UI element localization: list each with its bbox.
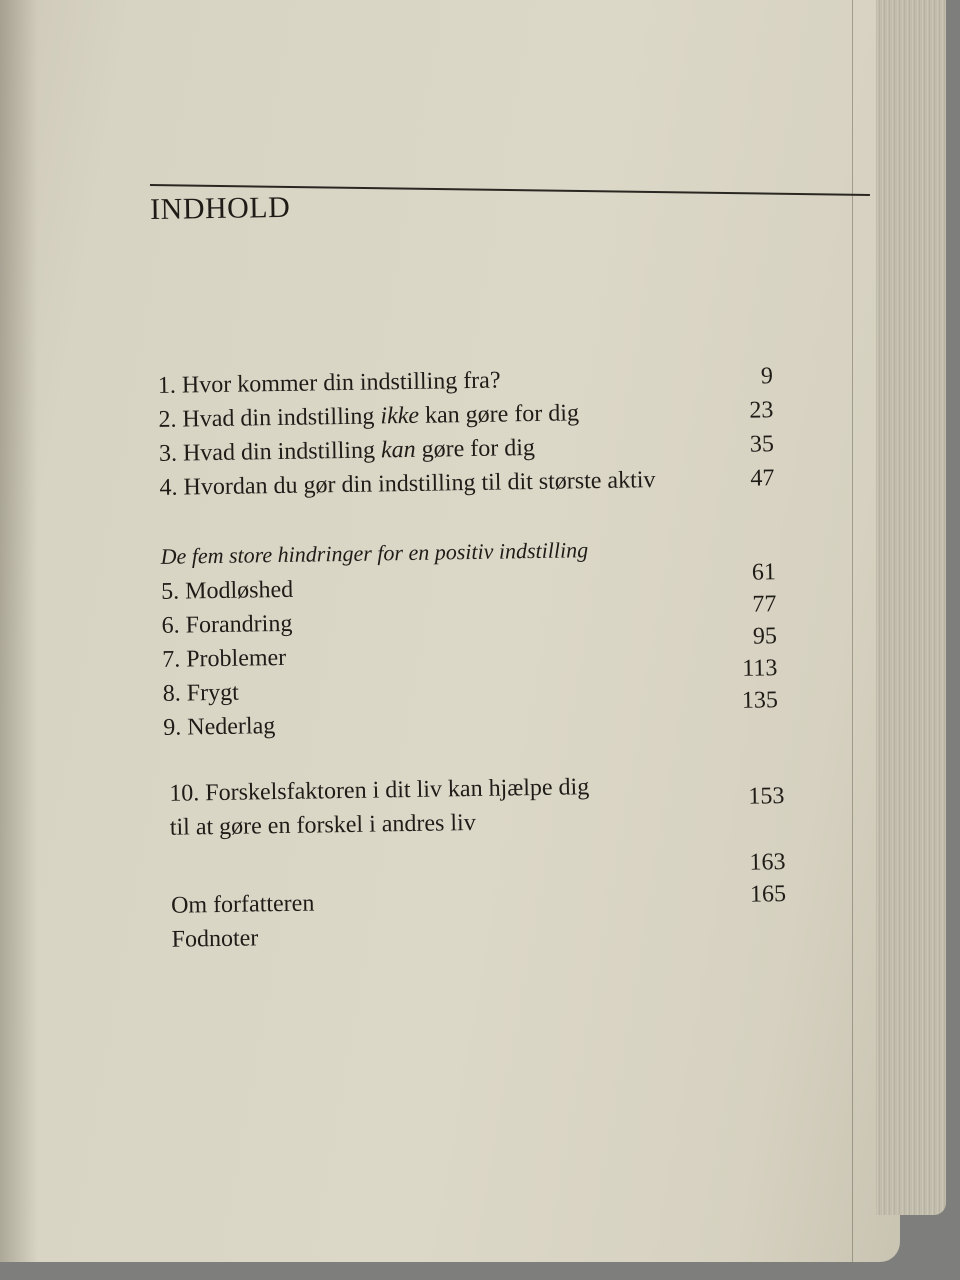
book-fore-edge xyxy=(876,0,946,1215)
toc-entry-4: 4. Hvordan du gør din indstilling til dit største aktiv xyxy=(159,467,656,501)
toc-heading: INDHOLD xyxy=(149,190,291,226)
toc-page-2: 23 xyxy=(749,397,774,424)
section-title: De fem store hindringer for en positiv indstilling xyxy=(160,537,589,569)
toc-entry-2: 2. Hvad din indstilling ikke kan gøre for dig xyxy=(158,400,580,433)
toc-page-6: 77 xyxy=(752,591,777,618)
toc-entry-3: 3. Hvad din indstilling kan gøre for dig xyxy=(158,434,536,467)
toc-page-4: 47 xyxy=(750,465,775,492)
toc-entry-about-author: Om forfatteren xyxy=(170,890,315,919)
toc-page-5: 61 xyxy=(751,559,777,586)
toc-entry-7: 7. Problemer xyxy=(162,644,287,673)
toc-entry-footnotes: Fodnoter xyxy=(171,925,259,953)
toc-entry-1: 1. Hvor kommer din indstilling fra? xyxy=(157,367,501,399)
toc-entry-9: 9. Nederlag xyxy=(163,713,276,741)
toc-page-3: 35 xyxy=(749,431,775,458)
toc-page-1: 9 xyxy=(760,363,774,390)
toc-page-about-author: 163 xyxy=(749,849,786,876)
toc-entry-5: 5. Modløshed xyxy=(160,576,294,605)
toc-entry-8: 8. Frygt xyxy=(162,679,239,707)
toc-entry-10-line2: til at gøre en forskel i andres liv xyxy=(169,809,476,841)
toc-entry-6: 6. Forandring xyxy=(161,610,293,639)
toc-page-7: 95 xyxy=(752,623,778,650)
toc-page-8: 113 xyxy=(742,655,778,682)
toc-page-footnotes: 165 xyxy=(749,881,787,908)
toc-page-9: 135 xyxy=(741,687,779,714)
toc-entry-10-line1: 10. Forskelsfaktoren i dit liv kan hjælpe dig xyxy=(169,774,590,807)
toc-page-10: 153 xyxy=(748,783,785,810)
